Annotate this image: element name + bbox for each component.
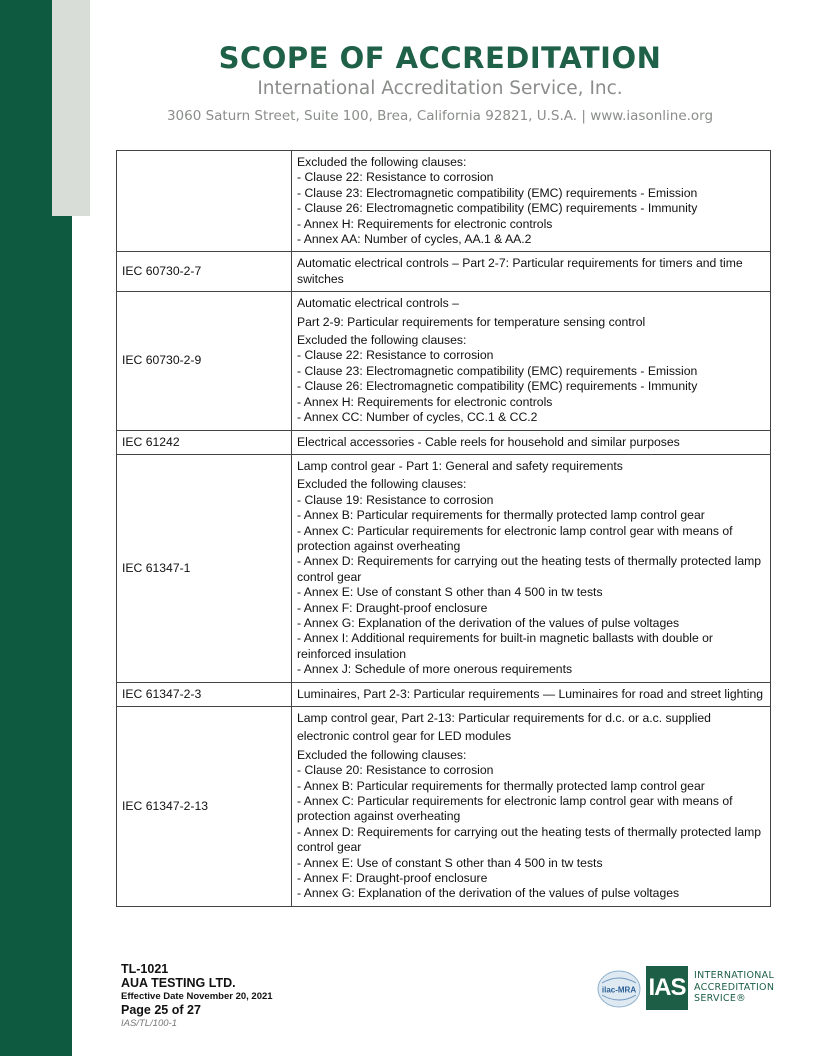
description-line: Automatic electrical controls –: [297, 296, 459, 311]
standard-cell: IEC 61347-2-13: [117, 707, 292, 907]
ias-wordmark-line: ACCREDITATION: [694, 981, 775, 993]
description-line: Lamp control gear - Part 1: General and safety requirements: [297, 458, 623, 473]
table-row: [117, 707, 771, 907]
description-paragraph: [297, 333, 765, 425]
standard-cell: IEC 61347-1: [117, 454, 292, 682]
scope-table: [116, 150, 771, 907]
description-paragraph: [297, 748, 765, 902]
table-row: [117, 454, 771, 682]
description-cell: [292, 430, 771, 454]
description-line: - Annex CC: Number of cycles, CC.1 & CC.2: [297, 410, 538, 425]
table-row: [117, 292, 771, 430]
description-line: - Annex E: Use of constant S other than 4 500 in tw tests: [297, 855, 603, 870]
table-row: [117, 252, 771, 292]
description-line: - Annex F: Draught-proof enclosure: [297, 871, 488, 886]
standard-cell: [117, 151, 292, 252]
description-line: - Annex D: Requirements for carrying out the heating tests of thermally protected lamp control gear: [297, 824, 762, 855]
description-line: - Annex C: Particular requirements for electronic lamp control gear with means of protection against overheating: [297, 794, 733, 824]
description-paragraph: [297, 435, 765, 450]
sidebar-accent: [52, 0, 90, 216]
organization-name: International Accreditation Service, Inc.: [257, 78, 623, 99]
page-footer: [121, 962, 273, 1030]
description-line: Lamp control gear, Part 2-13: Particular requirements for d.c. or a.c. supplied: [297, 711, 711, 725]
description-line: - Annex AA: Number of cycles, AA.1 & AA.2: [297, 232, 532, 247]
description-line: - Annex B: Particular requirements for thermally protected lamp control gear: [297, 778, 705, 793]
description-paragraph: [297, 711, 765, 726]
description-line: - Clause 19: Resistance to corrosion: [297, 492, 494, 507]
description-line: - Clause 26: Electromagnetic compatibility (EMC) requirements - Immunity: [297, 201, 698, 216]
description-line: electronic control gear for LED modules: [297, 729, 512, 744]
description-cell: [292, 682, 771, 706]
description-line: Excluded the following clauses:: [297, 333, 467, 348]
description-line: - Clause 22: Resistance to corrosion: [297, 348, 494, 363]
standard-cell: IEC 60730-2-9: [117, 292, 292, 430]
standard-cell: IEC 61242: [117, 430, 292, 454]
page-title: SCOPE OF ACCREDITATION: [218, 41, 662, 75]
description-paragraph: [297, 687, 765, 702]
description-paragraph: [297, 256, 765, 287]
description-paragraph: [297, 315, 765, 330]
description-line: Excluded the following clauses:: [297, 477, 467, 492]
ias-wordmark-line: SERVICE®: [694, 993, 746, 1004]
description-line: Automatic electrical controls – Part 2-7: Particular requirements for timers and time switches: [297, 256, 743, 286]
ilac-mra-logo: [596, 969, 642, 1009]
description-paragraph: [297, 155, 765, 247]
description-cell: [292, 151, 771, 252]
table-row: [117, 151, 771, 252]
description-line: Part 2-9: Particular requirements for temperature sensing control: [297, 314, 646, 329]
organization-address: 3060 Saturn Street, Suite 100, Brea, California 92821, U.S.A. | www.iasonline.org: [166, 108, 714, 124]
form-number: IAS/TL/100-1: [121, 1018, 177, 1029]
description-line: - Clause 23: Electromagnetic compatibility (EMC) requirements - Emission: [297, 185, 698, 200]
description-line: Excluded the following clauses:: [297, 155, 467, 169]
description-line: - Annex H: Requirements for electronic controls: [297, 394, 553, 409]
description-cell: [292, 707, 771, 907]
description-line: - Annex G: Explanation of the derivation of the values of pulse voltages: [297, 886, 680, 901]
ias-wordmark: [694, 970, 774, 1005]
description-paragraph: [297, 729, 765, 744]
effective-date: Effective Date November 20, 2021: [121, 991, 273, 1002]
page-number: Page 25 of 27: [121, 1003, 201, 1017]
description-line: - Annex G: Explanation of the derivation of the values of pulse voltages: [297, 615, 680, 630]
description-line: Excluded the following clauses:: [297, 747, 467, 762]
ias-mark: IAS: [646, 966, 688, 1010]
description-paragraph: [297, 477, 765, 677]
scope-table-body: [117, 151, 771, 907]
description-line: - Clause 26: Electromagnetic compatibility (EMC) requirements - Immunity: [297, 379, 698, 394]
description-line: - Annex E: Use of constant S other than 4 500 in tw tests: [297, 585, 603, 600]
page-header: [90, 40, 790, 126]
description-cell: [292, 292, 771, 430]
description-paragraph: [297, 296, 765, 311]
description-line: - Annex J: Schedule of more onerous requirements: [297, 662, 573, 677]
description-cell: [292, 454, 771, 682]
description-line: Electrical accessories - Cable reels for household and similar purposes: [297, 434, 680, 449]
certificate-code: TL-1021: [121, 962, 169, 976]
description-line: - Clause 22: Resistance to corrosion: [297, 170, 494, 185]
description-line: - Clause 20: Resistance to corrosion: [297, 763, 494, 778]
description-line: - Annex C: Particular requirements for electronic lamp control gear with means of protection against overheating: [297, 523, 733, 553]
description-line: - Annex B: Particular requirements for thermally protected lamp control gear: [297, 508, 705, 523]
table-row: [117, 682, 771, 706]
standard-cell: IEC 61347-2-3: [117, 682, 292, 706]
description-line: - Annex I: Additional requirements for built-in magnetic ballasts with double or reinforced insulation: [297, 631, 713, 661]
table-row: [117, 430, 771, 454]
ias-wordmark-line: INTERNATIONAL: [694, 970, 775, 981]
logo-area: [596, 966, 775, 1014]
description-line: - Annex D: Requirements for carrying out the heating tests of thermally protected lamp control gear: [297, 554, 762, 584]
description-line: - Annex F: Draught-proof enclosure: [297, 600, 488, 615]
company-name: AUA TESTING LTD.: [121, 976, 236, 990]
description-line: Luminaires, Part 2-3: Particular requirements — Luminaires for road and street lighting: [297, 686, 764, 701]
description-line: - Clause 23: Electromagnetic compatibility (EMC) requirements - Emission: [297, 363, 698, 378]
description-cell: [292, 252, 771, 292]
ilac-text: ilac-MRA: [601, 985, 637, 995]
description-line: - Annex H: Requirements for electronic controls: [297, 216, 553, 231]
description-paragraph: [297, 459, 765, 474]
standard-cell: IEC 60730-2-7: [117, 252, 292, 292]
